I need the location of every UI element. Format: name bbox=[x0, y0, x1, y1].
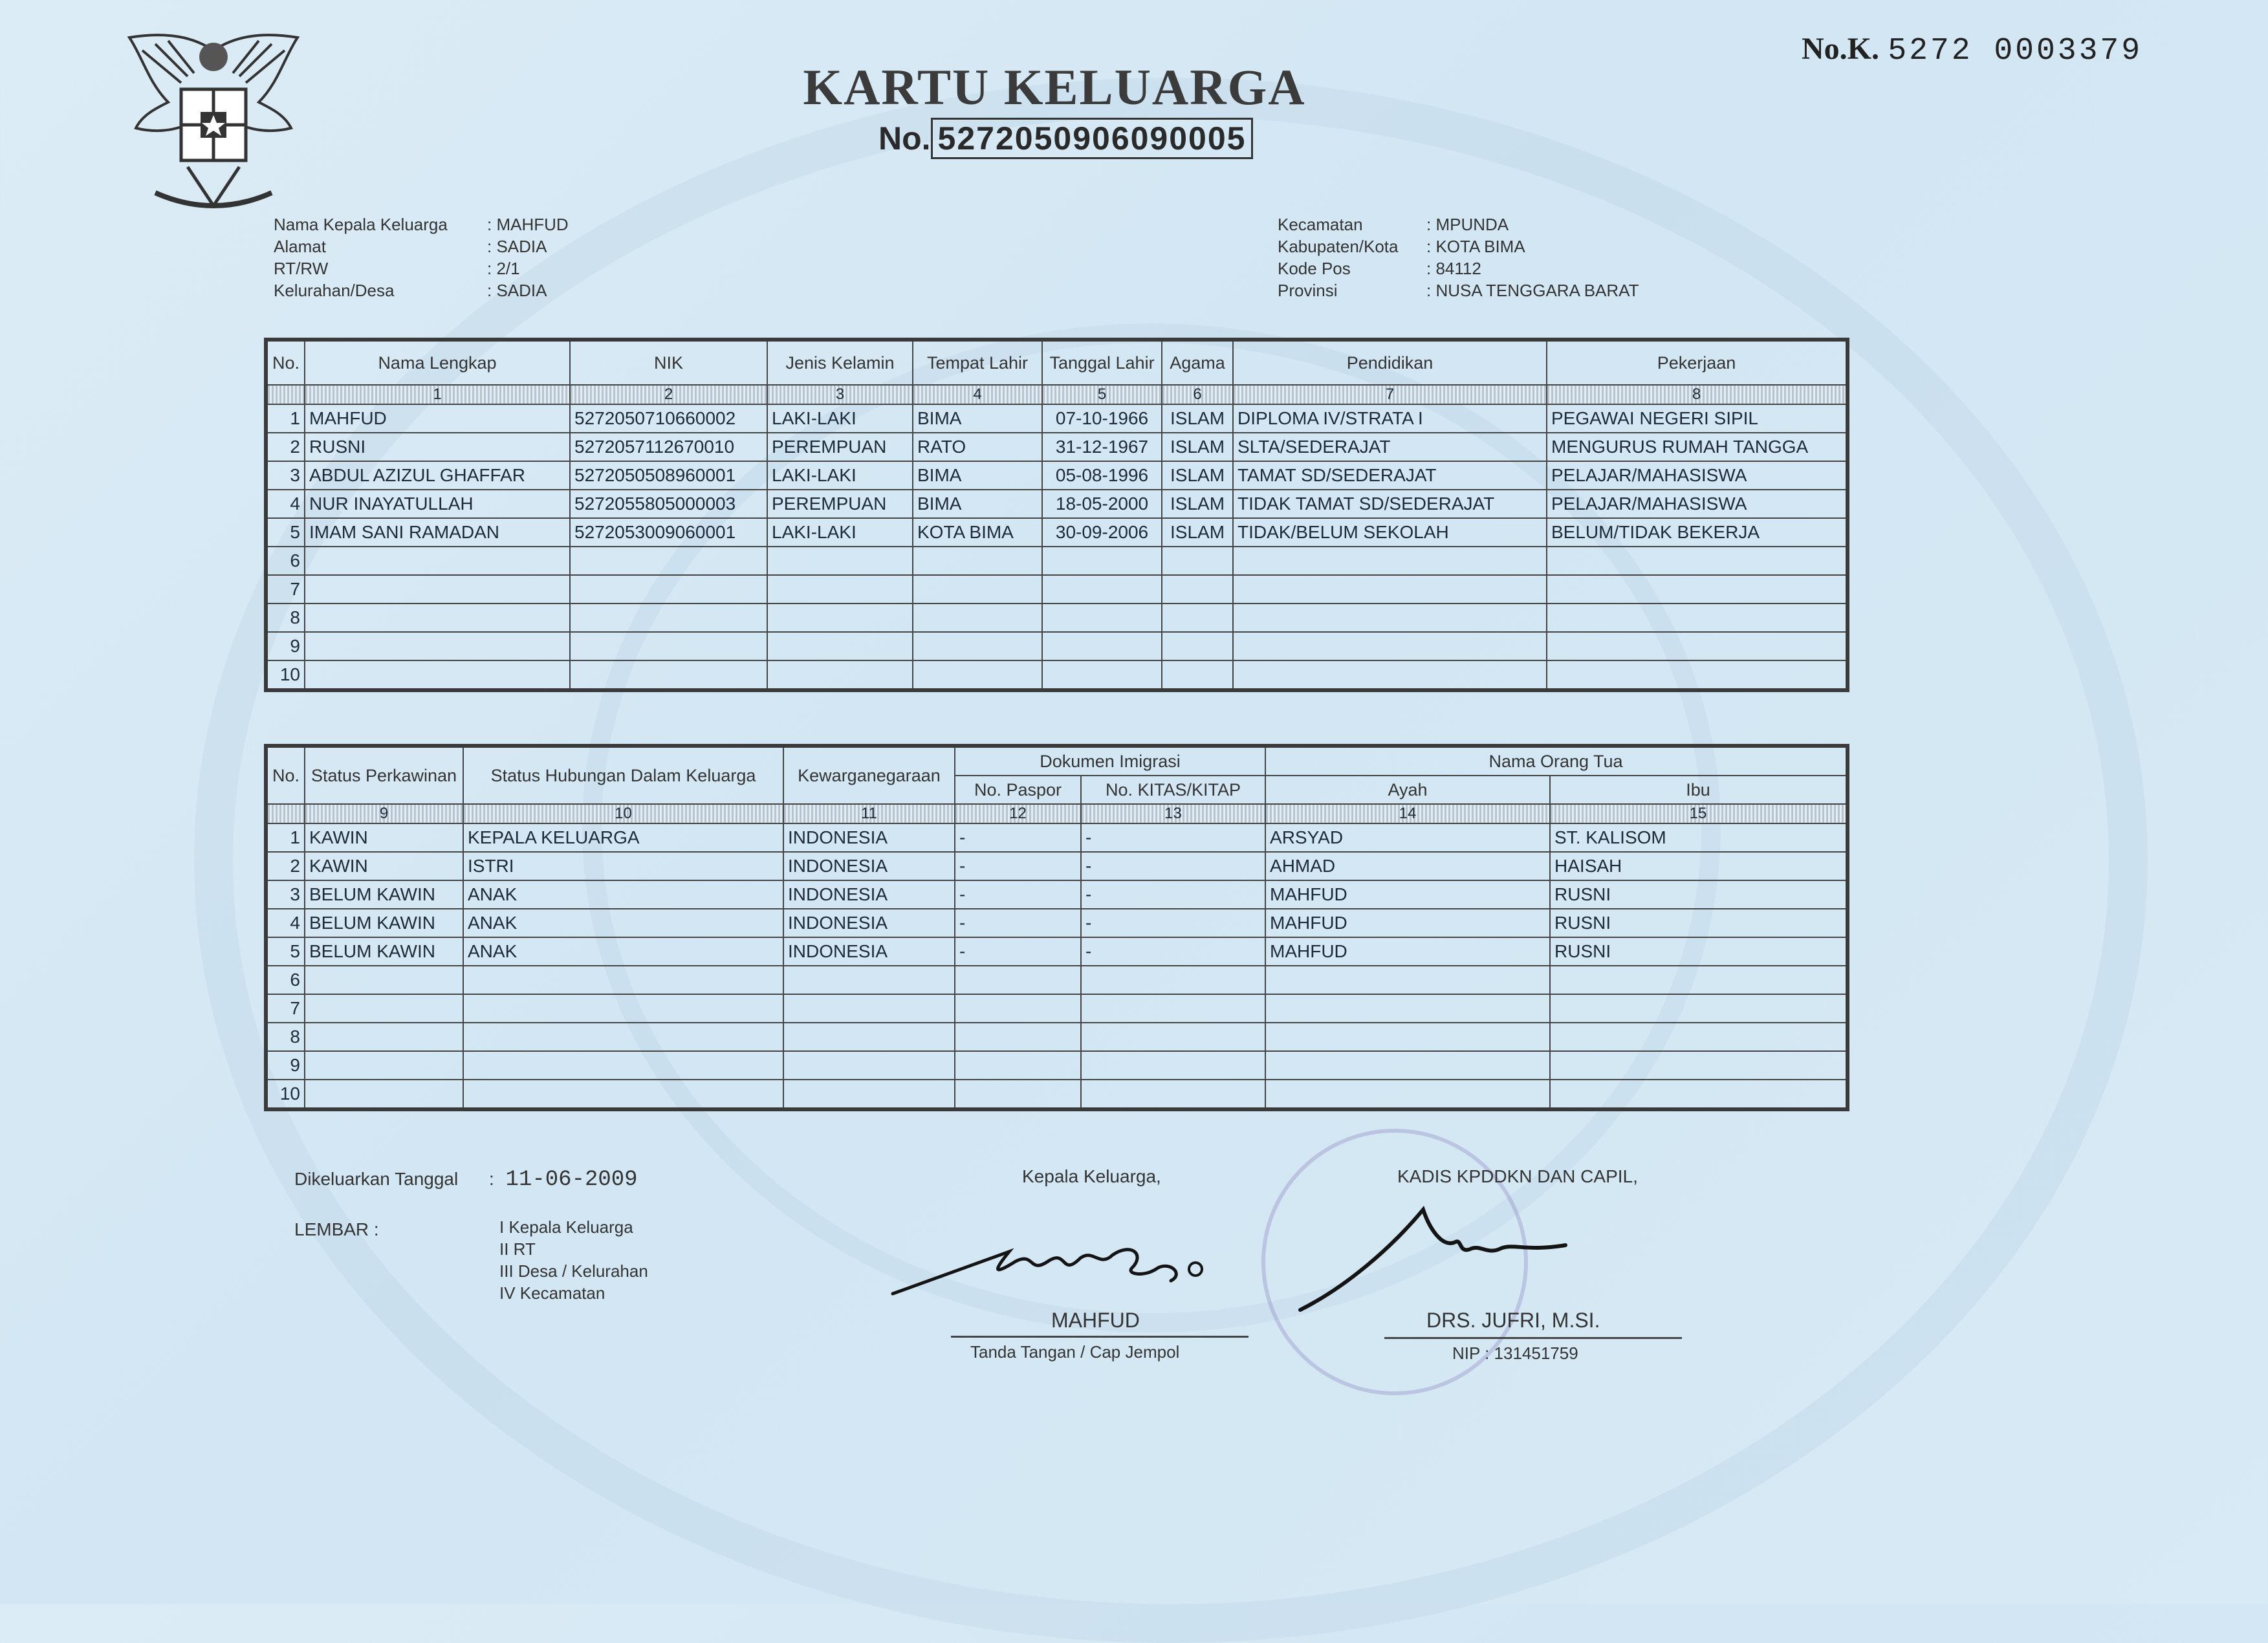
lembar-item: IV Kecamatan bbox=[499, 1283, 605, 1303]
table-cell: 31-12-1967 bbox=[1042, 433, 1162, 461]
table-cell bbox=[913, 604, 1042, 632]
table-row bbox=[266, 937, 1848, 966]
table-cell: KAWIN bbox=[305, 852, 463, 880]
table-cell: SLTA/SEDERAJAT bbox=[1233, 433, 1547, 461]
table-cell bbox=[1265, 1023, 1550, 1051]
table-cell bbox=[570, 575, 767, 604]
table-cell bbox=[767, 547, 913, 575]
table-cell: - bbox=[1081, 909, 1265, 937]
row-number: 10 bbox=[266, 660, 305, 690]
lembar-item: II RT bbox=[499, 1239, 536, 1259]
serial-value: 5272 0003379 bbox=[1888, 34, 2143, 69]
table-cell bbox=[570, 660, 767, 690]
table-cell: ARSYAD bbox=[1265, 823, 1550, 852]
table-cell bbox=[1550, 1023, 1848, 1051]
col-header: Dokumen Imigrasi bbox=[955, 746, 1265, 776]
table-row bbox=[266, 461, 1848, 490]
lembar-list bbox=[499, 1216, 648, 1304]
row-number: 3 bbox=[266, 880, 305, 909]
table-cell bbox=[1042, 660, 1162, 690]
table-cell bbox=[1233, 604, 1547, 632]
table-cell bbox=[305, 1080, 463, 1109]
info-label: RT/RW bbox=[274, 259, 329, 278]
column-index: 3 bbox=[767, 385, 913, 404]
kadis-name: DRS. JUFRI, M.SI. bbox=[1426, 1309, 1600, 1332]
table-cell bbox=[1162, 632, 1233, 660]
garuda-emblem-icon bbox=[116, 12, 311, 219]
column-index: 9 bbox=[305, 804, 463, 823]
column-index: 13 bbox=[1081, 804, 1265, 823]
table-cell: 05-08-1996 bbox=[1042, 461, 1162, 490]
family-status-table bbox=[264, 744, 1849, 1111]
kepala-caption: Tanda Tangan / Cap Jempol bbox=[970, 1342, 1180, 1362]
table-cell bbox=[783, 966, 955, 994]
table-cell bbox=[1042, 547, 1162, 575]
info-label: Kecamatan bbox=[1278, 215, 1363, 234]
table-cell: TIDAK/BELUM SEKOLAH bbox=[1233, 518, 1547, 547]
table-cell bbox=[570, 547, 767, 575]
row-number: 3 bbox=[266, 461, 305, 490]
table-cell: 18-05-2000 bbox=[1042, 490, 1162, 518]
column-index: 7 bbox=[1233, 385, 1547, 404]
table-cell: KAWIN bbox=[305, 823, 463, 852]
column-index: 6 bbox=[1162, 385, 1233, 404]
table-cell bbox=[463, 1023, 783, 1051]
issued-date-row bbox=[294, 1168, 638, 1192]
table-cell bbox=[1550, 966, 1848, 994]
row-number: 5 bbox=[266, 937, 305, 966]
table-cell bbox=[955, 994, 1081, 1023]
table-cell bbox=[1233, 575, 1547, 604]
table-row bbox=[266, 490, 1848, 518]
row-number: 4 bbox=[266, 490, 305, 518]
kadis-nip: NIP : 131451759 bbox=[1452, 1344, 1578, 1363]
table-cell: MAHFUD bbox=[1265, 909, 1550, 937]
table-cell bbox=[305, 604, 570, 632]
table-cell: MAHFUD bbox=[305, 404, 570, 433]
info-value: : 2/1 bbox=[487, 259, 520, 278]
table-row bbox=[266, 632, 1848, 660]
table-cell bbox=[1547, 604, 1848, 632]
col-header: No. KITAS/KITAP bbox=[1081, 776, 1265, 804]
table-cell bbox=[955, 966, 1081, 994]
column-index: 11 bbox=[783, 804, 955, 823]
column-index: 12 bbox=[955, 804, 1081, 823]
lembar-item: III Desa / Kelurahan bbox=[499, 1261, 648, 1281]
row-number: 5 bbox=[266, 518, 305, 547]
table-cell bbox=[1550, 1080, 1848, 1109]
table-row bbox=[266, 852, 1848, 880]
info-label: Kelurahan/Desa bbox=[274, 281, 395, 300]
info-label: Provinsi bbox=[1278, 281, 1338, 300]
kepala-signature bbox=[886, 1216, 1248, 1320]
column-index-row bbox=[266, 804, 1848, 823]
col-header: Nama Orang Tua bbox=[1265, 746, 1848, 776]
table-row bbox=[266, 1023, 1848, 1051]
table-row bbox=[266, 966, 1848, 994]
table-cell bbox=[767, 660, 913, 690]
table-cell: 07-10-1966 bbox=[1042, 404, 1162, 433]
table-cell bbox=[1162, 547, 1233, 575]
table-cell: 5272057112670010 bbox=[570, 433, 767, 461]
table-cell bbox=[767, 575, 913, 604]
table-cell bbox=[783, 1080, 955, 1109]
table-cell bbox=[1547, 575, 1848, 604]
table-cell bbox=[913, 632, 1042, 660]
table-cell: MAHFUD bbox=[1265, 880, 1550, 909]
info-row bbox=[274, 257, 569, 279]
table-cell: NUR INAYATULLAH bbox=[305, 490, 570, 518]
table-cell bbox=[783, 994, 955, 1023]
table-cell: 30-09-2006 bbox=[1042, 518, 1162, 547]
page-title: KARTU KELUARGA bbox=[803, 59, 1306, 115]
table-cell bbox=[1547, 660, 1848, 690]
column-index: 1 bbox=[305, 385, 570, 404]
table-cell: INDONESIA bbox=[783, 823, 955, 852]
table-cell bbox=[1081, 1023, 1265, 1051]
table-cell: KOTA BIMA bbox=[913, 518, 1042, 547]
table-cell: ISLAM bbox=[1162, 461, 1233, 490]
info-value: : 84112 bbox=[1426, 259, 1481, 278]
kadis-signature-line bbox=[1384, 1337, 1682, 1339]
table-cell bbox=[783, 1051, 955, 1080]
table-cell: HAISAH bbox=[1550, 852, 1848, 880]
table-cell: ANAK bbox=[463, 880, 783, 909]
issued-label: Dikeluarkan Tanggal bbox=[294, 1169, 459, 1189]
table-cell bbox=[305, 660, 570, 690]
table-cell: ISTRI bbox=[463, 852, 783, 880]
table-cell: INDONESIA bbox=[783, 852, 955, 880]
table-cell: - bbox=[1081, 852, 1265, 880]
table-cell bbox=[305, 1051, 463, 1080]
info-row bbox=[274, 235, 569, 257]
table-cell bbox=[1550, 1051, 1848, 1080]
table-cell bbox=[1162, 604, 1233, 632]
table-cell bbox=[1547, 632, 1848, 660]
table-row bbox=[266, 575, 1848, 604]
info-label: Kode Pos bbox=[1278, 259, 1351, 278]
row-number: 8 bbox=[266, 604, 305, 632]
table-cell: TAMAT SD/SEDERAJAT bbox=[1233, 461, 1547, 490]
info-row bbox=[1278, 213, 1639, 235]
col-header: No. bbox=[266, 340, 305, 385]
kk-number-label: No. bbox=[878, 120, 931, 157]
info-value: : KOTA BIMA bbox=[1426, 237, 1525, 256]
table-cell bbox=[1265, 966, 1550, 994]
info-label: Nama Kepala Keluarga bbox=[274, 215, 448, 234]
table-row bbox=[266, 660, 1848, 690]
table-cell: 5272055805000003 bbox=[570, 490, 767, 518]
column-index: 14 bbox=[1265, 804, 1550, 823]
info-row bbox=[274, 279, 569, 301]
col-header: No. bbox=[266, 746, 305, 804]
table-cell bbox=[1081, 966, 1265, 994]
row-number: 7 bbox=[266, 575, 305, 604]
family-members-table bbox=[264, 338, 1849, 692]
kadis-signature bbox=[1294, 1190, 1591, 1320]
col-header: Ayah bbox=[1265, 776, 1550, 804]
table-cell: INDONESIA bbox=[783, 880, 955, 909]
table-cell bbox=[1550, 994, 1848, 1023]
column-index: 8 bbox=[1547, 385, 1848, 404]
kk-number bbox=[878, 118, 1253, 159]
column-index: 5 bbox=[1042, 385, 1162, 404]
table-row bbox=[266, 1080, 1848, 1109]
info-value: : SADIA bbox=[487, 237, 547, 256]
table-cell: RUSNI bbox=[305, 433, 570, 461]
table-cell bbox=[305, 994, 463, 1023]
row-number: 10 bbox=[266, 1080, 305, 1109]
row-number: 6 bbox=[266, 547, 305, 575]
table-cell: MENGURUS RUMAH TANGGA bbox=[1547, 433, 1848, 461]
table-cell bbox=[1162, 660, 1233, 690]
table-cell: BELUM/TIDAK BEKERJA bbox=[1547, 518, 1848, 547]
row-number: 2 bbox=[266, 852, 305, 880]
table-cell: PEREMPUAN bbox=[767, 433, 913, 461]
col-header: Jenis Kelamin bbox=[767, 340, 913, 385]
issued-date: 11-06-2009 bbox=[505, 1168, 638, 1192]
table-cell bbox=[1265, 1080, 1550, 1109]
table-cell bbox=[1042, 632, 1162, 660]
table-cell: LAKI-LAKI bbox=[767, 404, 913, 433]
row-number: 9 bbox=[266, 1051, 305, 1080]
table-row bbox=[266, 823, 1848, 852]
table-cell: RUSNI bbox=[1550, 880, 1848, 909]
row-number: 9 bbox=[266, 632, 305, 660]
col-header: Status Hubungan Dalam Keluarga bbox=[463, 746, 783, 804]
column-index bbox=[266, 804, 305, 823]
kepala-title: Kepala Keluarga, bbox=[1022, 1166, 1161, 1186]
table-cell bbox=[1042, 604, 1162, 632]
table-cell bbox=[1265, 1051, 1550, 1080]
info-row bbox=[1278, 279, 1639, 301]
table-cell: KEPALA KELUARGA bbox=[463, 823, 783, 852]
table-cell: PEREMPUAN bbox=[767, 490, 913, 518]
table-cell: RATO bbox=[913, 433, 1042, 461]
table-cell: PELAJAR/MAHASISWA bbox=[1547, 490, 1848, 518]
table-cell bbox=[955, 1023, 1081, 1051]
table-cell bbox=[1081, 994, 1265, 1023]
table-row bbox=[266, 518, 1848, 547]
table-cell: BIMA bbox=[913, 461, 1042, 490]
table-cell: LAKI-LAKI bbox=[767, 518, 913, 547]
table-cell bbox=[305, 1023, 463, 1051]
table-cell: - bbox=[955, 852, 1081, 880]
table-cell bbox=[1233, 547, 1547, 575]
row-number: 7 bbox=[266, 994, 305, 1023]
table-cell bbox=[1547, 547, 1848, 575]
info-value: : MPUNDA bbox=[1426, 215, 1509, 234]
kadis-title: KADIS KPDDKN DAN CAPIL, bbox=[1397, 1166, 1638, 1186]
table-cell bbox=[463, 1080, 783, 1109]
table-row bbox=[266, 994, 1848, 1023]
table-cell bbox=[913, 547, 1042, 575]
table-cell: ABDUL AZIZUL GHAFFAR bbox=[305, 461, 570, 490]
column-index-row bbox=[266, 385, 1848, 404]
table-cell: BIMA bbox=[913, 404, 1042, 433]
column-index: 10 bbox=[463, 804, 783, 823]
table-cell bbox=[1265, 994, 1550, 1023]
row-number: 8 bbox=[266, 1023, 305, 1051]
household-info-left bbox=[274, 213, 569, 301]
col-header: Pendidikan bbox=[1233, 340, 1547, 385]
table-cell: - bbox=[955, 880, 1081, 909]
table-cell bbox=[305, 547, 570, 575]
table-cell bbox=[1081, 1051, 1265, 1080]
info-row bbox=[274, 213, 569, 235]
table-cell bbox=[955, 1051, 1081, 1080]
info-value: : MAHFUD bbox=[487, 215, 569, 234]
table-row bbox=[266, 433, 1848, 461]
table-row bbox=[266, 404, 1848, 433]
table-cell bbox=[570, 632, 767, 660]
table-cell: ISLAM bbox=[1162, 404, 1233, 433]
column-index: 2 bbox=[570, 385, 767, 404]
col-header: Tempat Lahir bbox=[913, 340, 1042, 385]
table-row bbox=[266, 1051, 1848, 1080]
table-cell: RUSNI bbox=[1550, 909, 1848, 937]
table-row bbox=[266, 547, 1848, 575]
table-cell: ST. KALISOM bbox=[1550, 823, 1848, 852]
info-label: Kabupaten/Kota bbox=[1278, 237, 1399, 256]
household-info-right bbox=[1278, 213, 1639, 301]
serial-label: No.K. bbox=[1802, 32, 1879, 66]
col-header: Nama Lengkap bbox=[305, 340, 570, 385]
table-cell: BELUM KAWIN bbox=[305, 909, 463, 937]
table-cell bbox=[1233, 632, 1547, 660]
table-cell bbox=[1081, 1080, 1265, 1109]
table-cell: 5272053009060001 bbox=[570, 518, 767, 547]
col-header: Kewarganegaraan bbox=[783, 746, 955, 804]
table-row bbox=[266, 909, 1848, 937]
table-cell: IMAM SANI RAMADAN bbox=[305, 518, 570, 547]
row-number: 1 bbox=[266, 404, 305, 433]
lembar-item: I Kepala Keluarga bbox=[499, 1217, 633, 1237]
table-cell bbox=[1233, 660, 1547, 690]
column-index bbox=[266, 385, 305, 404]
col-header: NIK bbox=[570, 340, 767, 385]
table-cell: 5272050710660002 bbox=[570, 404, 767, 433]
info-row bbox=[1278, 257, 1639, 279]
table-cell: RUSNI bbox=[1550, 937, 1848, 966]
col-header: Pekerjaan bbox=[1547, 340, 1848, 385]
table-cell: AHMAD bbox=[1265, 852, 1550, 880]
info-row bbox=[1278, 235, 1639, 257]
table-cell: INDONESIA bbox=[783, 937, 955, 966]
info-value: : NUSA TENGGARA BARAT bbox=[1426, 281, 1639, 300]
table-cell: 5272050508960001 bbox=[570, 461, 767, 490]
table-cell: - bbox=[1081, 880, 1265, 909]
kk-number-value: 5272050906090005 bbox=[931, 118, 1254, 159]
issued-separator: : bbox=[488, 1169, 494, 1189]
table-cell: TIDAK TAMAT SD/SEDERAJAT bbox=[1233, 490, 1547, 518]
table-cell bbox=[767, 604, 913, 632]
table-cell bbox=[463, 966, 783, 994]
table-cell bbox=[913, 660, 1042, 690]
table-cell: MAHFUD bbox=[1265, 937, 1550, 966]
table-cell: - bbox=[955, 823, 1081, 852]
kepala-signature-line bbox=[951, 1336, 1248, 1338]
table-cell: INDONESIA bbox=[783, 909, 955, 937]
table-cell: ANAK bbox=[463, 909, 783, 937]
table-cell bbox=[463, 1051, 783, 1080]
table-cell bbox=[305, 575, 570, 604]
table-cell: BIMA bbox=[913, 490, 1042, 518]
table-cell bbox=[913, 575, 1042, 604]
table-cell: DIPLOMA IV/STRATA I bbox=[1233, 404, 1547, 433]
table-cell: BELUM KAWIN bbox=[305, 880, 463, 909]
serial-number bbox=[1802, 31, 2143, 69]
table-cell: ISLAM bbox=[1162, 490, 1233, 518]
col-header: Tanggal Lahir bbox=[1042, 340, 1162, 385]
table-row bbox=[266, 880, 1848, 909]
col-header: Agama bbox=[1162, 340, 1233, 385]
table-cell bbox=[955, 1080, 1081, 1109]
table-cell: - bbox=[955, 909, 1081, 937]
table-cell bbox=[305, 632, 570, 660]
info-value: : SADIA bbox=[487, 281, 547, 300]
row-number: 6 bbox=[266, 966, 305, 994]
table-cell bbox=[767, 632, 913, 660]
lembar-label: LEMBAR : bbox=[294, 1219, 379, 1239]
row-number: 1 bbox=[266, 823, 305, 852]
table-cell bbox=[1042, 575, 1162, 604]
table-cell: - bbox=[1081, 937, 1265, 966]
table-cell: LAKI-LAKI bbox=[767, 461, 913, 490]
table-cell: PELAJAR/MAHASISWA bbox=[1547, 461, 1848, 490]
column-index: 4 bbox=[913, 385, 1042, 404]
table-cell: ISLAM bbox=[1162, 433, 1233, 461]
col-header: No. Paspor bbox=[955, 776, 1081, 804]
table-cell: ANAK bbox=[463, 937, 783, 966]
table-cell bbox=[783, 1023, 955, 1051]
table-cell: - bbox=[955, 937, 1081, 966]
row-number: 2 bbox=[266, 433, 305, 461]
col-header: Status Perkawinan bbox=[305, 746, 463, 804]
table-cell bbox=[570, 604, 767, 632]
kepala-name: MAHFUD bbox=[1051, 1309, 1140, 1332]
col-header: Ibu bbox=[1550, 776, 1848, 804]
table-cell: BELUM KAWIN bbox=[305, 937, 463, 966]
table-cell: PEGAWAI NEGERI SIPIL bbox=[1547, 404, 1848, 433]
column-index: 15 bbox=[1550, 804, 1848, 823]
table-cell bbox=[305, 966, 463, 994]
table-cell bbox=[463, 994, 783, 1023]
info-label: Alamat bbox=[274, 237, 326, 256]
row-number: 4 bbox=[266, 909, 305, 937]
table-cell bbox=[1162, 575, 1233, 604]
table-cell: - bbox=[1081, 823, 1265, 852]
table-cell: ISLAM bbox=[1162, 518, 1233, 547]
table-row bbox=[266, 604, 1848, 632]
